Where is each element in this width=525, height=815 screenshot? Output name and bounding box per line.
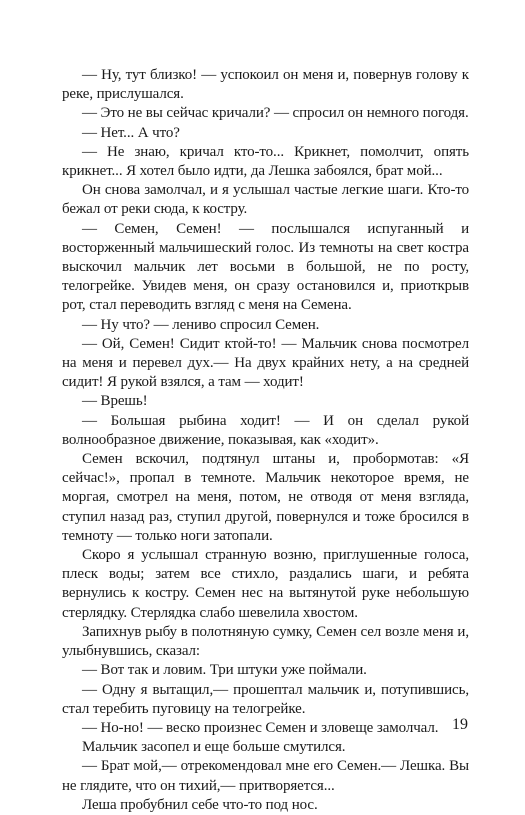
paragraph-10: — Большая рыбина ходит! — И он сделал рукой волнообразное движение, показывая, как «ходит».: [62, 412, 469, 448]
paragraph-3: — Нет... А что?: [82, 124, 180, 141]
paragraph-4: — Не знаю, кричал кто-то... Крикнет, помолчит, опять крикнет... Я хотел было идти, да Лешка забоялся, брат мой...: [62, 143, 469, 180]
paragraph-1: — Ну, тут близко! — успокоил он меня и, повернув голову к реке, прислушался.: [62, 67, 469, 103]
paragraph-9: — Врешь!: [82, 393, 148, 410]
paragraph-8: — Ой, Семен! Сидит ктой-то! — Мальчик снова посмотрел на меня и перевел дух.— На двух крайних нету, а на средней сидит! Я рукой взялся, а там — ходит!: [62, 335, 469, 391]
paragraph-14: — Вот так и ловим. Три штуки уже поймали.: [82, 662, 367, 679]
paragraph-7: — Ну что? — лениво спросил Семен.: [82, 316, 320, 333]
paragraph-18: — Брат мой,— отрекомендовал мне его Семен.— Лешка. Вы не глядите, что он тихий,— притворяется...: [62, 758, 469, 794]
paragraph-13: Запихнув рыбу в полотняную сумку, Семен сел возле меня и, улыбнувшись, сказал:: [62, 623, 469, 660]
page-body: [62, 66, 469, 815]
page-number: 19: [452, 716, 468, 733]
paragraph-6: — Семен, Семен! — послышался испуганный и восторженный мальчишеский голос. Из темноты на свет костра выскочил мальчик лет восьми в большой, не по росту, телогрейке. Увидев меня, он сразу остановился и, приоткрыв рот, стал переводить взгляд с меня на Семена.: [62, 220, 469, 314]
paragraph-15: — Одну я вытащил,— прошептал мальчик и, потупившись, стал теребить пуговицу на телогрейке.: [62, 681, 469, 717]
paragraph-5: Он снова замолчал, и я услышал частые легкие шаги. Кто-то бежал от реки сюда, к костру.: [62, 182, 469, 218]
paragraph-12: Скоро я услышал странную возню, приглушенные голоса, плеск воды; затем все стихло, раздались шаги, и ребята вернулись к костру. Семен нес на вытянутой руке небольшую стерлядку. Стерлядка слабо шевелила хвостом.: [62, 547, 469, 621]
paragraph-19: Леша пробубнил себе что-то под нос.: [82, 796, 318, 813]
paragraph-2: — Это не вы сейчас кричали? — спросил он немного погодя.: [82, 105, 469, 122]
paragraph-11: Семен вскочил, подтянул штаны и, пробормотав: «Я сейчас!», пропал в темноте. Мальчик некоторое время, не моргая, смотрел на меня, потом, не отводя от меня взгляда, ступил назад раз, ступил другой, повернулся и тоже бросился в темноту — только ноги затопали.: [62, 451, 469, 544]
paragraph-16: — Но-но! — веско произнес Семен и зловеще замолчал.: [82, 719, 439, 736]
paragraph-17: Мальчик засопел и еще больше смутился.: [82, 739, 346, 756]
